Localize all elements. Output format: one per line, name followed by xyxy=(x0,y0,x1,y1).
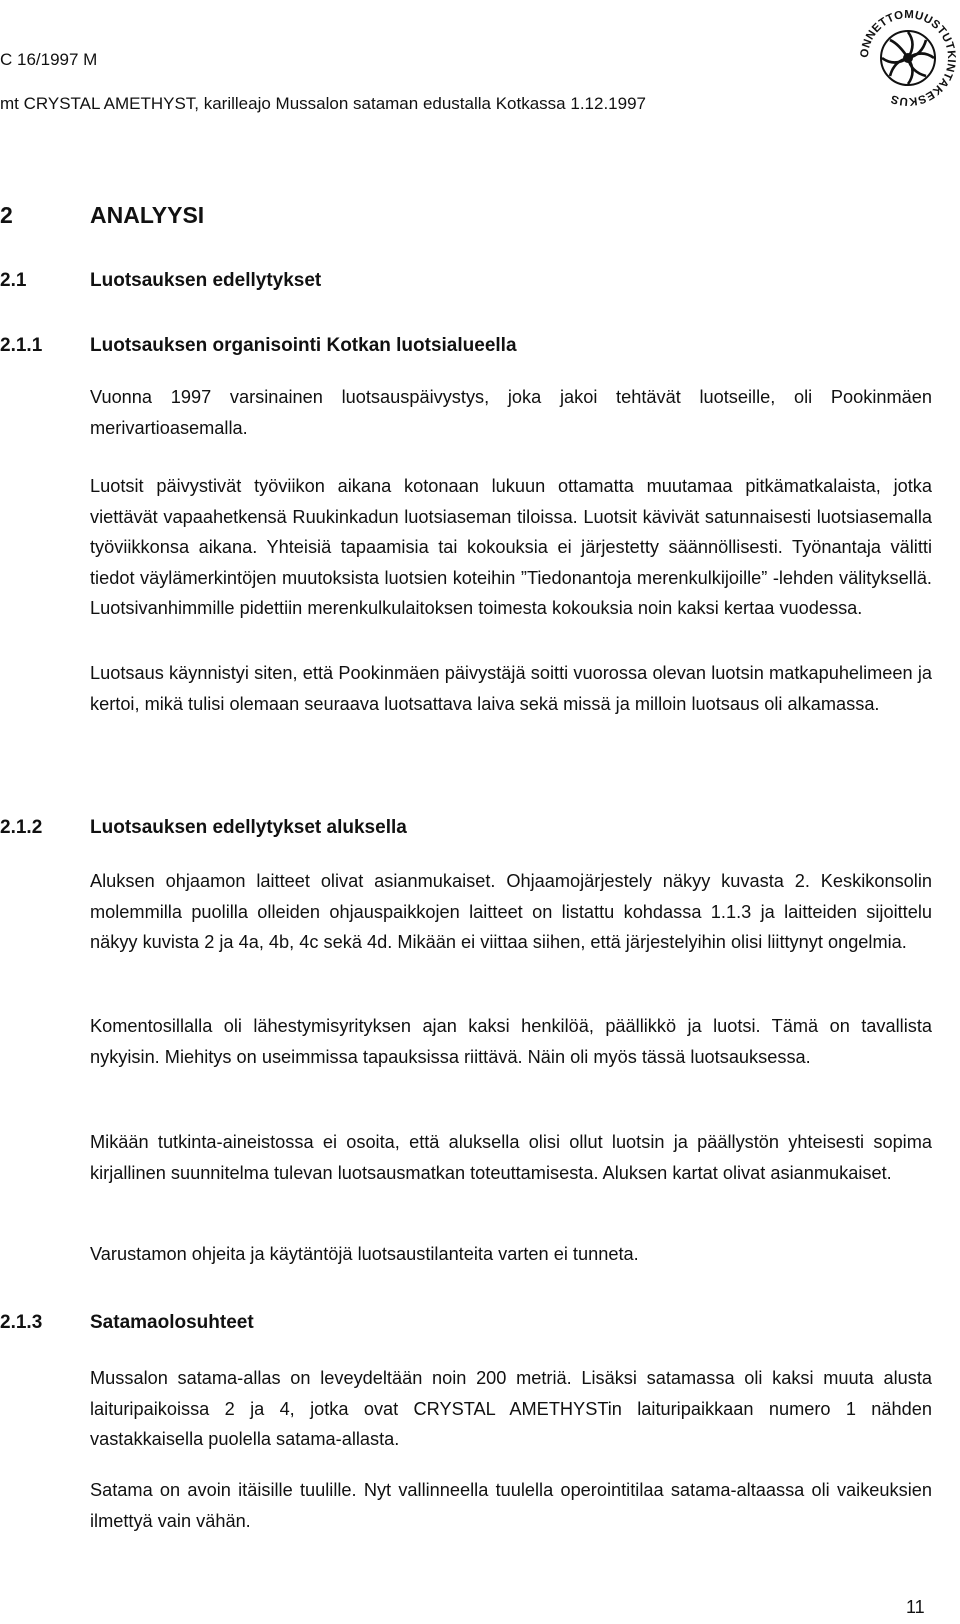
section-number: 2.1.1 xyxy=(0,335,43,356)
section-number: 2.1.3 xyxy=(0,1312,43,1333)
section-title: Luotsauksen edellytykset xyxy=(90,270,322,291)
investigation-centre-logo xyxy=(856,6,960,110)
paragraph: Varustamon ohjeita ja käytäntöjä luotsaustilanteita varten ei tunneta. xyxy=(90,1244,639,1264)
document-subtitle: mt CRYSTAL AMETHYST, karilleajo Mussalon sataman edustalla Kotkassa 1.12.1997 xyxy=(0,94,646,113)
paragraph: Aluksen ohjaamon laitteet olivat asianmukaiset. Ohjaamojärjestely näkyy kuvasta 2. Keskikonsolin molemmilla puolilla olleiden ohjauspaikkojen laitteet on listattu kohdassa 1.1.3 ja laitteiden sijoittelu näkyy kuvista 2 ja 4a, 4b, 4c sekä 4d. Mikään ei viittaa siihen, että järjestelyihin olisi liittynyt ongelmia. xyxy=(90,871,932,952)
section-title: Satamaolosuhteet xyxy=(90,1312,254,1333)
paragraph: Luotsit päivystivät työviikon aikana kotonaan lukuun ottamatta muutamaa pitkämatkalaista, jotka viettävät vapaahetkensä Ruukinkadun luotsiaseman tiloissa. Luotsit kävivät satunnaisesti luotsiasemalla työviikkonsa aikana. Yhteisiä tapaamisia tai kokouksia ei järjestetty säännöllisesti. Työnantaja välitti tiedot väylämerkintöjen muutoksista luotsien koteihin ”Tiedonantoja merenkulkijoille” -lehden välityksellä. Luotsivanhimmille pidettiin merenkulkulaitoksen toimesta kokouksia noin kaksi kertaa vuodessa. xyxy=(90,476,932,618)
section-number: 2.1.2 xyxy=(0,817,43,838)
logo-emblem-icon xyxy=(881,31,935,85)
page-number: 11 xyxy=(906,1597,925,1617)
section-title: Luotsauksen organisointi Kotkan luotsialueella xyxy=(90,335,517,356)
section-title: ANALYYSI xyxy=(90,202,205,228)
paragraph: Mussalon satama-allas on leveydeltään noin 200 metriä. Lisäksi satamassa oli kaksi muuta alusta laituripaikoissa 2 ja 4, jotka ovat CRYSTAL AMETHYSTin laituripaikkaan numero 1 nähden vastakkaisella puolella satama-allasta. xyxy=(90,1368,932,1449)
paragraph: Komentosillalla oli lähestymisyrityksen ajan kaksi henkilöä, päällikkö ja luotsi. Tämä on tavallista nykyisin. Miehitys on useimmissa tapauksissa riittävä. Näin oli myös tässä luotsauksessa. xyxy=(90,1016,932,1067)
paragraph: Satama on avoin itäisille tuulille. Nyt vallinneella tuulella operointitilaa satama-altaassa oli vaikeuksien ilmettyä vain vähän. xyxy=(90,1480,932,1531)
section-number: 2 xyxy=(0,202,13,228)
paragraph: Luotsaus käynnistyi siten, että Pookinmäen päivystäjä soitti vuorossa olevan luotsin matkapuhelimeen ja kertoi, mikä tulisi olemaan seuraava luotsattava laiva sekä missä ja milloin luotsaus oli alkamassa. xyxy=(90,663,932,714)
section-number: 2.1 xyxy=(0,270,27,291)
paragraph: Mikään tutkinta-aineistossa ei osoita, että aluksella olisi ollut luotsin ja päällystön yhteisesti sopima kirjallinen suunnitelma tulevan luotsausmatkan toteuttamisesta. Aluksen kartat olivat asianmukaiset. xyxy=(90,1132,932,1183)
paragraph: Vuonna 1997 varsinainen luotsauspäivystys, joka jakoi tehtävät luotseille, oli Pookinmäen merivartioasemalla. xyxy=(90,387,932,438)
logo-text: ONNETTOMUUSTUTKINTAKESKUS xyxy=(858,8,958,108)
section-title: Luotsauksen edellytykset aluksella xyxy=(90,817,407,838)
document-id: C 16/1997 M xyxy=(0,50,98,69)
